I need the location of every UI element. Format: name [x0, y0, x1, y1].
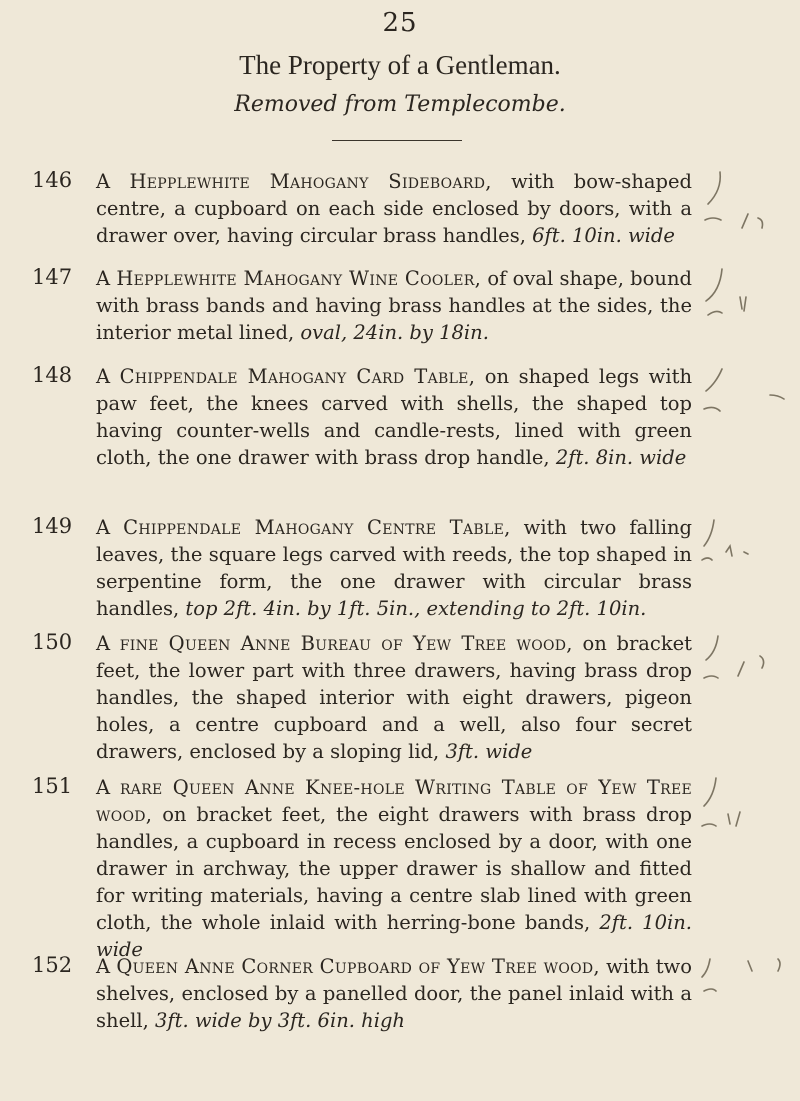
lot-description: [96, 514, 692, 622]
lot-dimensions: 3ft. wide: [445, 740, 533, 763]
lot-number: 152: [32, 953, 73, 977]
lot-title: Chippendale Mahogany Centre Table,: [123, 516, 511, 539]
page-subtitle: Removed from Templecombe.: [234, 92, 566, 117]
pencil-annotation: [700, 632, 795, 712]
lot-dimensions: oval, 24in. by 18in.: [300, 321, 489, 344]
lot-article: A: [96, 776, 120, 799]
lot-article: A: [96, 516, 124, 539]
title-rule: [332, 140, 462, 141]
lot-title: Queen Anne Corner Cupboard of Yew Tree wood,: [116, 955, 600, 978]
lot-number: 150: [32, 630, 73, 654]
lot-dimensions: 2ft. 10in. wide: [96, 911, 692, 961]
lot-dimensions: 3ft. wide by 3ft. 6in. high: [154, 1009, 405, 1032]
lot-dimensions: 2ft. 8in. wide: [555, 446, 687, 469]
lot-article: A: [96, 955, 117, 978]
pencil-annotation: [700, 955, 795, 1035]
page-number: 25: [382, 8, 418, 38]
lot-description: [96, 363, 692, 471]
lot-dimensions: top 2ft. 4in. by 1ft. 5in., extending to 2ft. 10in.: [185, 597, 647, 620]
lot-title: Hepplewhite Mahogany Wine Cooler,: [116, 267, 482, 290]
lot-description: [96, 953, 692, 1034]
lot-description: [96, 265, 692, 346]
lot-body: with two falling leaves, the square legs carved with reeds, the top shaped in serpentine form, the one drawer with circular brass handles,: [96, 516, 693, 620]
lot-body: on bracket feet, the eight drawers with brass drop handles, a cupboard in recess enclosed by a door, with one drawer in archway, the upper drawer is shallow and fitted for writing materials, having a centre slab lined with green cloth, the whole inlaid with herring-bone bands,: [96, 803, 692, 934]
lot-number: 148: [32, 363, 73, 387]
lot-description: [96, 774, 692, 963]
lot-title: Chippendale Mahogany Card Table,: [119, 365, 476, 388]
lot-body: on shaped legs with paw feet, the knees carved with shells, the shaped top having counter-wells and candle-rests, lined with green cloth, the one drawer with brass drop handle,: [96, 365, 693, 469]
lot-article: A: [96, 267, 117, 290]
lot-title: Hepplewhite Mahogany Sideboard,: [129, 170, 492, 193]
pencil-annotation: [700, 776, 795, 856]
lot-description: [96, 168, 692, 249]
lot-description: [96, 630, 692, 765]
lot-body: with bow-shaped centre, a cupboard on each side enclosed by doors, with a drawer over, having circular brass handles,: [96, 170, 693, 247]
lot-article: A: [96, 632, 120, 655]
lot-body: of oval shape, bound with brass bands and having brass handles at the sides, the interior metal lined,: [96, 267, 692, 344]
lot-article: A: [96, 170, 130, 193]
page-title: The Property of a Gentleman.: [239, 50, 561, 80]
lot-title: rare Queen Anne Knee-hole Writing Table of Yew Tree wood,: [96, 776, 693, 826]
pencil-annotation: [700, 365, 795, 445]
lot-dimensions: 6ft. 10in. wide: [532, 224, 675, 247]
lot-number: 151: [32, 774, 73, 798]
lot-number: 149: [32, 514, 73, 538]
pencil-annotation: [700, 267, 795, 347]
lot-number: 147: [32, 265, 73, 289]
lot-body: on bracket feet, the lower part with three drawers, having brass drop handles, the shaped interior with eight drawers, pigeon holes, a centre cupboard and a well, also four secret drawers, enclosed by a sloping lid,: [96, 632, 693, 763]
lot-number: 146: [32, 168, 73, 192]
lot-title: fine Queen Anne Bureau of Yew Tree wood,: [119, 632, 573, 655]
pencil-annotation: [700, 170, 795, 250]
pencil-annotation: [700, 516, 795, 596]
lot-article: A: [96, 365, 120, 388]
lot-body: with two shelves, enclosed by a panelled door, the panel inlaid with a shell,: [96, 955, 692, 1032]
